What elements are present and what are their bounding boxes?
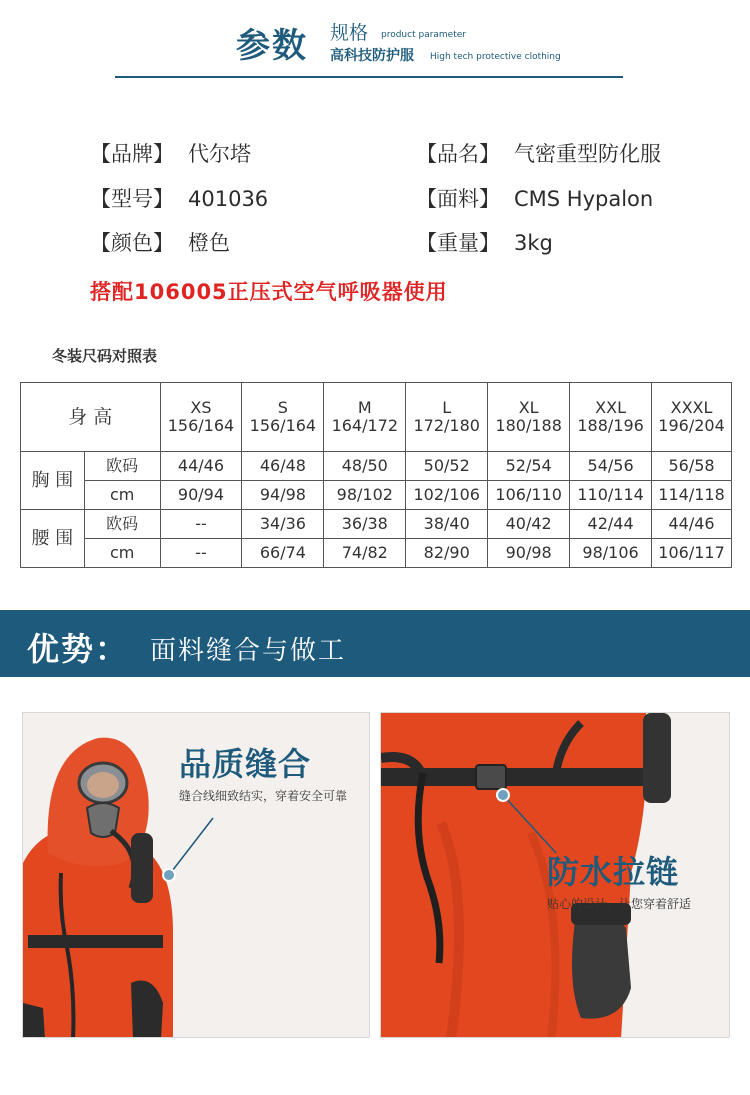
table-cell: 56/58 (652, 452, 732, 481)
table-cell: 98/102 (324, 481, 406, 510)
table-cell: 102/106 (406, 481, 488, 510)
table-row-chest-eu (21, 452, 732, 481)
header-subtitle-2: 高科技防护服 (330, 48, 414, 64)
table-cell: 106/110 (488, 481, 570, 510)
spec-value: CMS Hypalon (514, 187, 654, 211)
table-cell: 66/74 (242, 539, 324, 568)
section-header (0, 0, 750, 80)
size-code: XS (190, 398, 212, 417)
table-cell: 44/46 (652, 510, 732, 539)
size-range: 156/164 (167, 416, 235, 435)
table-cell: 94/98 (242, 481, 324, 510)
spec-value: 代尔塔 (188, 142, 251, 166)
table-row-height (21, 383, 732, 452)
spec-value: 401036 (188, 187, 269, 211)
height-label: 身 高 (21, 383, 161, 452)
banner-title: 优势： (27, 630, 130, 668)
size-cell (160, 383, 242, 452)
size-table-title: 冬装尺码对照表 (52, 347, 158, 365)
size-code: M (357, 398, 372, 417)
table-cell: 52/54 (488, 452, 570, 481)
cm-label: cm (84, 481, 160, 510)
size-cell (570, 383, 652, 452)
table-cell: 110/114 (570, 481, 652, 510)
size-range: 196/204 (658, 416, 725, 435)
spec-value: 气密重型防化服 (514, 142, 661, 166)
size-code: L (442, 398, 452, 417)
size-cell (242, 383, 324, 452)
table-cell: 90/94 (160, 481, 242, 510)
panel-quality-stitching (22, 712, 370, 1038)
usage-note: 搭配106005正压式空气呼吸器使用 (90, 280, 448, 304)
table-row-chest-cm (21, 481, 732, 510)
spec-label: 【面料】 (416, 187, 500, 211)
size-cell (488, 383, 570, 452)
header-english-2: High tech protective clothing (430, 52, 561, 62)
spec-label: 【品名】 (416, 142, 500, 166)
spec-brand (90, 138, 251, 168)
size-code: S (277, 398, 288, 417)
panel-description: 缝合线细致结实，穿着安全可靠 (179, 789, 348, 803)
eu-label: 欧码 (84, 510, 160, 539)
panel-title: 品质缝合 (179, 745, 312, 783)
spec-fabric (416, 183, 653, 213)
table-cell: 106/117 (652, 539, 732, 568)
table-cell: 40/42 (488, 510, 570, 539)
table-row-waist-eu (21, 510, 732, 539)
table-cell: 38/40 (406, 510, 488, 539)
chest-label: 胸 围 (21, 452, 85, 510)
table-cell: 90/98 (488, 539, 570, 568)
size-range: 188/196 (577, 416, 644, 435)
spec-color (90, 227, 230, 257)
table-cell: 48/50 (324, 452, 406, 481)
table-cell: 50/52 (406, 452, 488, 481)
eu-label: 欧码 (84, 452, 160, 481)
size-table (20, 382, 732, 568)
panel-description: 贴心的设计，让您穿着舒适 (547, 897, 692, 911)
table-cell: 42/44 (570, 510, 652, 539)
header-title: 参数 (236, 26, 308, 66)
size-code: XXXL (670, 398, 713, 417)
spec-label: 【颜色】 (90, 231, 174, 255)
table-cell: 36/38 (324, 510, 406, 539)
size-cell (406, 383, 488, 452)
table-cell: -- (160, 510, 242, 539)
header-subtitle: 规格 (330, 22, 369, 44)
table-cell: -- (160, 539, 242, 568)
spec-label: 【型号】 (90, 187, 174, 211)
size-range: 164/172 (331, 416, 399, 435)
spec-product-name (416, 138, 661, 168)
header-english-1: product parameter (381, 30, 466, 40)
panel-title: 防水拉链 (547, 853, 680, 891)
spec-label: 【重量】 (416, 231, 500, 255)
size-range: 180/188 (495, 416, 562, 435)
size-code: XXL (595, 398, 626, 417)
spec-model (90, 183, 268, 213)
spec-weight (416, 227, 553, 257)
size-range: 172/180 (413, 416, 480, 435)
table-cell: 114/118 (652, 481, 732, 510)
size-code: XL (518, 398, 539, 417)
size-cell (652, 383, 732, 452)
waist-label: 腰 围 (21, 510, 85, 568)
table-cell: 34/36 (242, 510, 324, 539)
table-cell: 46/48 (242, 452, 324, 481)
table-cell: 54/56 (570, 452, 652, 481)
advantage-banner (0, 610, 750, 677)
table-cell: 82/90 (406, 539, 488, 568)
spec-value: 3kg (514, 231, 553, 255)
header-divider (115, 76, 623, 78)
size-range: 156/164 (249, 416, 317, 435)
spec-value: 橙色 (188, 231, 230, 255)
table-cell: 74/82 (324, 539, 406, 568)
table-cell: 98/106 (570, 539, 652, 568)
cm-label: cm (84, 539, 160, 568)
spec-label: 【品牌】 (90, 142, 174, 166)
banner-subtitle: 面料缝合与做工 (150, 636, 347, 666)
table-row-waist-cm (21, 539, 732, 568)
panel-waterproof-zipper (380, 712, 730, 1038)
table-cell: 44/46 (160, 452, 242, 481)
size-cell (324, 383, 406, 452)
